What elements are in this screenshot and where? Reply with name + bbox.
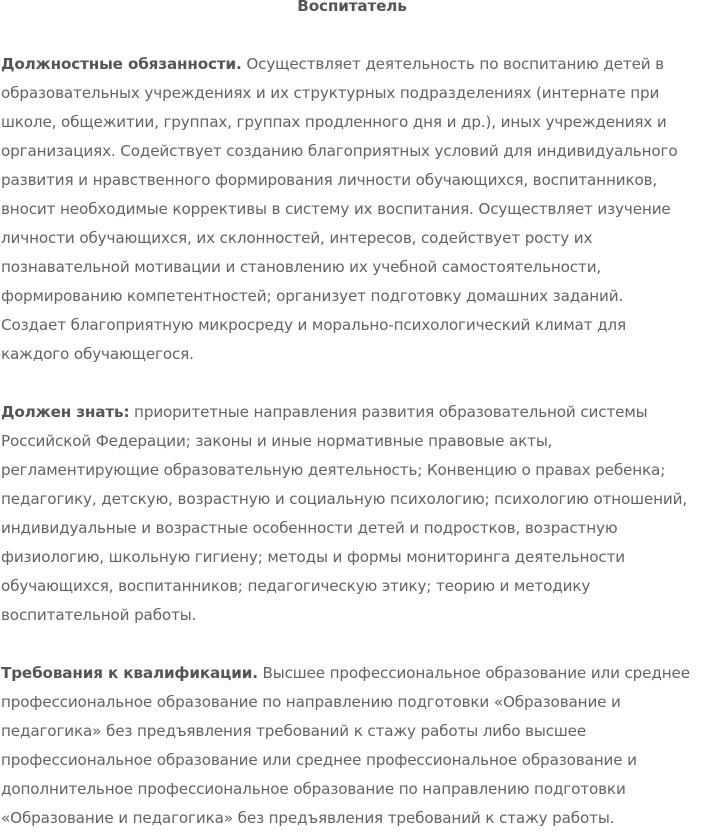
spacer [1, 369, 691, 398]
section-duties [1, 50, 691, 369]
document-title: Воспитатель [297, 0, 407, 15]
section-duties-text: Осуществляет деятельность по воспитанию детей в образовательных учреждениях и их структурных подразделениях (интернате при школе, общежитии, группах, группах продленного дня и др.), иных учреждениях и организациях. Содействует созданию благоприятных условий для индивидуального развития и нравственного формирования личности обучающихся, воспитанников, вносит необходимые коррективы в систему их воспитания. Осуществляет изучение личности обучающихся, их склонностей, интересов, содействует росту их познавательной мотивации и становлению их учебной самостоятельности, формированию компетентностей; организует подготовку домашних заданий. Создает благоприятную микросреду и морально-психологический климат для каждого обучающегося. [1, 55, 678, 363]
section-duties-heading: Должностные обязанности. [1, 55, 242, 73]
section-knowledge [1, 398, 691, 630]
section-qualification-heading: Требования к квалификации. [1, 664, 258, 682]
document-body [1, 0, 691, 833]
spacer [1, 630, 691, 659]
section-qualification [1, 659, 691, 833]
spacer [1, 21, 691, 50]
section-knowledge-text: приоритетные направления развития образовательной системы Российской Федерации; законы и иные нормативные правовые акты, регламентирующие образовательную деятельность; Конвенцию о правах ребенка; педагогику, детскую, возрастную и социальную психологию; психологию отношений, индивидуальные и возрастные особенности детей и подростков, возрастную физиологию, школьную гигиену; методы и формы мониторинга деятельности обучающихся, воспитанников; педагогическую этику; теорию и методику воспитательной работы. [1, 403, 687, 624]
section-knowledge-heading: Должен знать: [1, 403, 130, 421]
section-qualification-text: Высшее профессиональное образование или среднее профессиональное образование по направлению подготовки «Образование и педагогика» без предъявления требований к стажу работы либо высшее профессиональное образование или среднее профессиональное образование и дополнительное профессиональное образование по направлению подготовки «Образование и педагогика» без предъявления требований к стажу работы. [1, 664, 690, 827]
